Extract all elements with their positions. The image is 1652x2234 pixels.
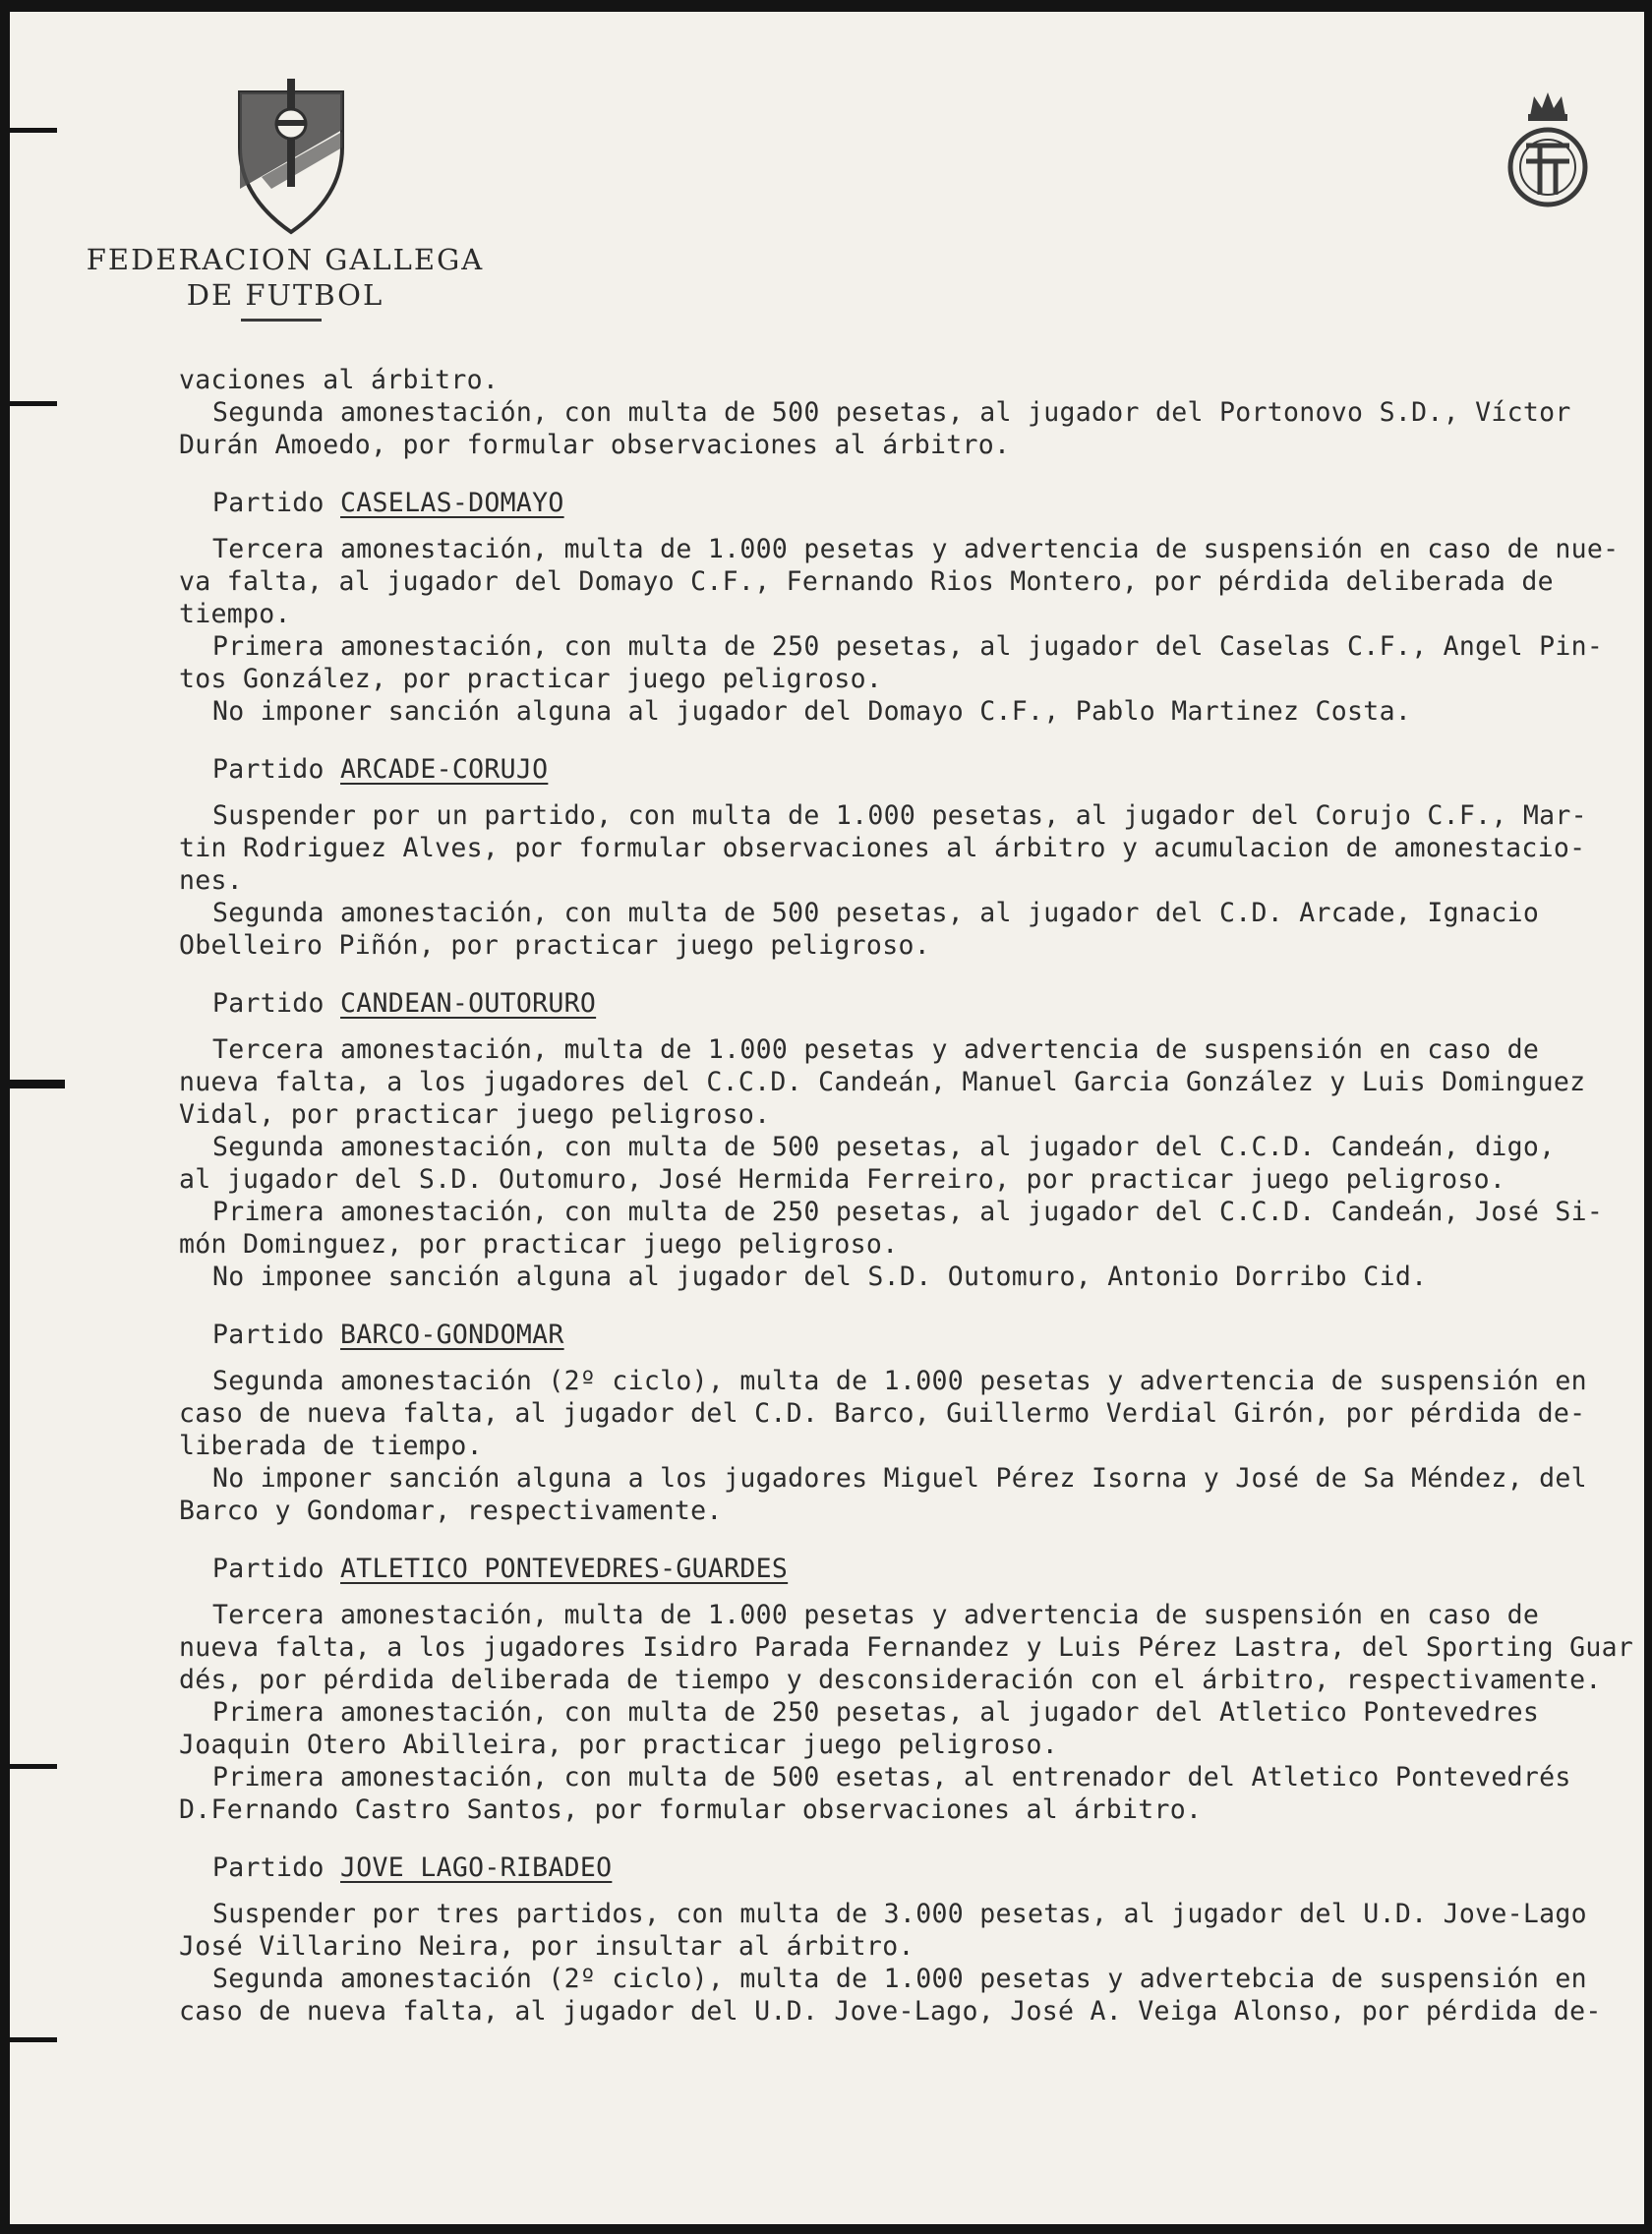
text-line: D.Fernando Castro Santos, por formular observaciones al árbitro. — [179, 1794, 1203, 1825]
text-line: Obelleiro Piñón, por practicar juego peligroso. — [179, 930, 930, 961]
text-line: Primera amonestación, con multa de 250 pesetas, al jugador del Caselas C.F., Angel Pin- — [212, 631, 1604, 662]
punch-hole-mark — [10, 2037, 57, 2042]
text-line: caso de nueva falta, al jugador del C.D. Barco, Guillermo Verdial Girón, por pérdida de- — [179, 1398, 1586, 1429]
punch-hole-mark — [10, 128, 57, 133]
text-line: Tercera amonestación, multa de 1.000 pesetas y advertencia de suspensión en caso de — [212, 1600, 1540, 1630]
match-heading — [179, 987, 1634, 1020]
match-heading — [179, 1319, 1634, 1351]
text-line: Primera amonestación, con multa de 500 esetas, al entrenador del Atletico Pontevedrés — [212, 1762, 1571, 1793]
match-heading-prefix: Partido — [212, 1554, 324, 1584]
match-heading — [179, 487, 1634, 519]
text-line: nueva falta, a los jugadores del C.C.D. Candeán, Manuel Garcia González y Luis Dominguez — [179, 1067, 1586, 1097]
text-line: tos González, por practicar juego peligroso. — [179, 664, 883, 694]
match-name: ATLETICO PONTEVEDRES-GUARDES — [340, 1554, 789, 1584]
text-line: va falta, al jugador del Domayo C.F., Fernando Rios Montero, por pérdida deliberada de — [179, 566, 1554, 597]
punch-hole-mark — [10, 1080, 65, 1088]
header-rule — [241, 319, 322, 322]
text-line: tiempo. — [179, 599, 291, 629]
text-line: al jugador del S.D. Outomuro, José Hermida Ferreiro, por practicar juego peligroso. — [179, 1164, 1506, 1195]
text-line: liberada de tiempo. — [179, 1431, 483, 1461]
match-heading — [179, 1553, 1634, 1585]
text-line: Tercera amonestación, multa de 1.000 pesetas y advertencia de suspensión en caso de — [212, 1034, 1540, 1065]
text-line: caso de nueva falta, al jugador del U.D. Jove-Lago, José A. Veiga Alonso, por pérdida de- — [179, 1996, 1602, 2027]
text-line: Joaquin Otero Abilleira, por practicar juego peligroso. — [179, 1730, 1058, 1760]
text-line: Barco y Gondomar, respectivamente. — [179, 1496, 723, 1526]
match-name: CANDEAN-OUTORURO — [340, 988, 597, 1019]
match-name: ARCADE-CORUJO — [340, 754, 549, 785]
text-line: Suspender por tres partidos, con multa de 3.000 pesetas, al jugador del U.D. Jove-Lago — [212, 1899, 1587, 1929]
royal-federation-crest — [1501, 90, 1595, 210]
match-heading — [179, 753, 1634, 786]
match-heading-prefix: Partido — [212, 754, 324, 785]
text-line: vaciones al árbitro. — [179, 365, 500, 395]
match-heading-prefix: Partido — [212, 488, 324, 518]
text-line: Primera amonestación, con multa de 250 pesetas, al jugador del Atletico Pontevedres — [212, 1697, 1540, 1728]
document-body — [179, 364, 1634, 2028]
match-name: JOVE LAGO-RIBADEO — [340, 1852, 613, 1883]
text-line: dés, por pérdida deliberada de tiempo y desconsideración con el árbitro, respectivamente. — [179, 1665, 1602, 1695]
text-line: nes. — [179, 865, 244, 896]
match-name: BARCO-GONDOMAR — [340, 1320, 564, 1350]
text-line: Segunda amonestación, con multa de 500 pesetas, al jugador del C.C.D. Candeán, digo, — [212, 1132, 1556, 1162]
text-line: Durán Amoedo, por formular observaciones al árbitro. — [179, 430, 1011, 460]
text-line: tin Rodriguez Alves, por formular observaciones al árbitro y acumulacion de amonestacio- — [179, 833, 1586, 863]
document-page — [10, 12, 1644, 2224]
match-heading-prefix: Partido — [212, 1320, 324, 1350]
text-line: món Dominguez, por practicar juego peligroso. — [179, 1229, 899, 1260]
text-line: Primera amonestación, con multa de 250 pesetas, al jugador del C.C.D. Candeán, José Si- — [212, 1197, 1604, 1227]
match-name: CASELAS-DOMAYO — [340, 488, 564, 518]
punch-hole-mark — [10, 401, 57, 406]
match-heading-prefix: Partido — [212, 988, 324, 1019]
match-heading-prefix: Partido — [212, 1852, 324, 1883]
text-line: No imponer sanción alguna a los jugadores Miguel Pérez Isorna y José de Sa Méndez, del — [212, 1463, 1587, 1494]
federation-shield-logo — [232, 79, 350, 236]
text-line: Tercera amonestación, multa de 1.000 pesetas y advertencia de suspensión en caso de nue- — [212, 534, 1620, 564]
match-heading — [179, 1852, 1634, 1884]
federation-name-line1: FEDERACION GALLEGA — [86, 243, 485, 276]
text-line: Segunda amonestación (2º ciclo), multa de 1.000 pesetas y advertencia de suspensión en — [212, 1366, 1587, 1396]
punch-hole-mark — [10, 1764, 57, 1769]
text-line: Segunda amonestación (2º ciclo), multa de 1.000 pesetas y advertebcia de suspensión en — [212, 1964, 1587, 1994]
text-line: No imponer sanción alguna al jugador del Domayo C.F., Pablo Martinez Costa. — [212, 696, 1412, 727]
federation-name — [79, 242, 492, 313]
text-line: nueva falta, a los jugadores Isidro Parada Fernandez y Luis Pérez Lastra, del Sporting Guar — [179, 1632, 1634, 1663]
text-line: José Villarino Neira, por insultar al árbitro. — [179, 1931, 914, 1962]
text-line: Segunda amonestación, con multa de 500 pesetas, al jugador del C.D. Arcade, Ignacio — [212, 898, 1540, 928]
federation-name-line2: DE FUTBOL — [186, 278, 384, 312]
text-line: Suspender por un partido, con multa de 1.000 pesetas, al jugador del Corujo C.F., Mar- — [212, 800, 1587, 831]
text-line: No imponee sanción alguna al jugador del S.D. Outomuro, Antonio Dorribo Cid. — [212, 1262, 1428, 1292]
text-line: Vidal, por practicar juego peligroso. — [179, 1099, 771, 1130]
text-line: Segunda amonestación, con multa de 500 pesetas, al jugador del Portonovo S.D., Víctor — [212, 397, 1571, 428]
